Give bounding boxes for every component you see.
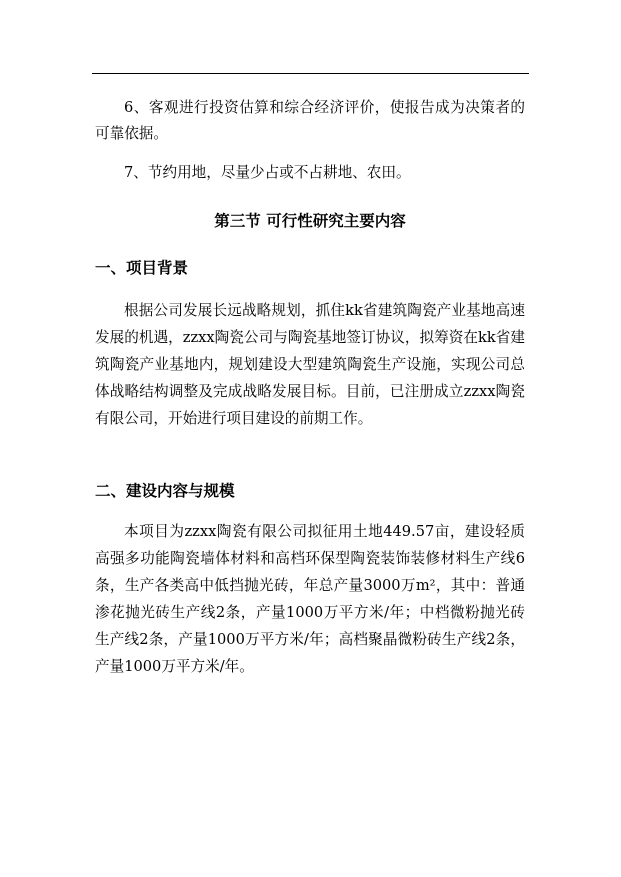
heading-construction-scale: 二、建设内容与规模 [95,481,235,500]
header-rule [92,73,529,74]
list-item-6: 6、客观进行投资估算和综合经济评价，使报告成为决策者的可靠依据。 [95,99,525,142]
list-item-7: 7、节约用地，尽量少占或不占耕地、农田。 [124,164,411,181]
paragraph-project-background: 根据公司发展长远战略规划，抓住kk省建筑陶瓷产业基地高速发展的机遇，zzxx陶瓷公司与陶瓷基地签订协议，拟筹资在kk省建筑陶瓷产业基地内，规划建设大型建筑陶瓷生产设施，实现公司总体战略结构调整及完成战略发展目标。目前，已注册成立zzxx陶瓷有限公司，开始进行项目建设的前期工作。 [95,302,525,427]
heading-project-background: 一、项目背景 [95,258,189,277]
paragraph-construction-scale: 本项目为zzxx陶瓷有限公司拟征用土地449.57亩，建设轻质高强多功能陶瓷墙体材料和高档环保型陶瓷装饰装修材料生产线6条，生产各类高中低挡抛光砖，年总产量3000万m²，其中：普通渗花抛光砖生产线2条，产量1000万平方米/年；中档微粉抛光砖生产线2条，产量1000万平方米/年；高档聚晶微粉砖生产线2条，产量1000万平方米/年。 [95,523,525,675]
section-title: 第三节 可行性研究主要内容 [214,211,406,230]
